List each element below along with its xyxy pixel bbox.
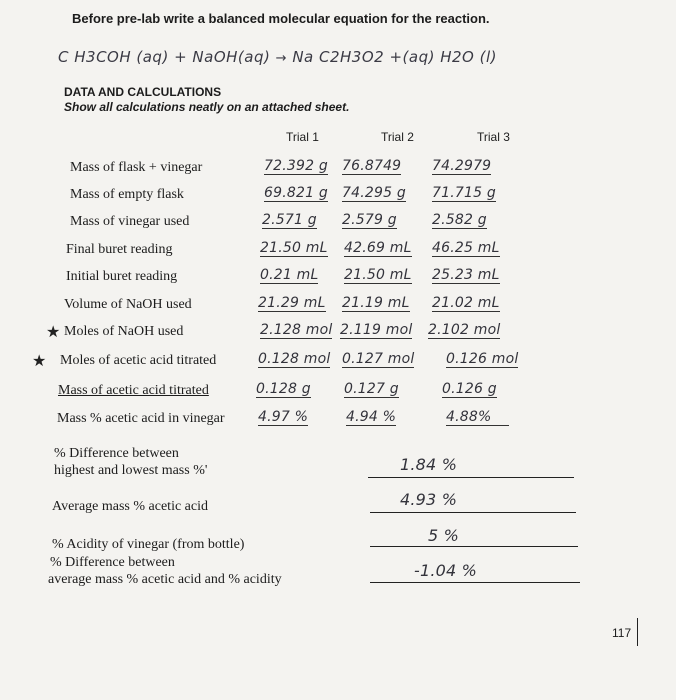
handwritten-equation [58, 48, 497, 66]
row-7-trial-2: 0.127 mol [342, 351, 415, 367]
row-label-vinegar-used: Mass of vinegar used [70, 214, 190, 229]
row-0-trial-2: 76.8749 [342, 158, 402, 174]
row-label-naoh-moles: Moles of NaOH used [64, 324, 184, 339]
prelab-instruction: Before pre-lab write a balanced molecular equation for the reaction. [72, 11, 490, 26]
summary-label-diff-avg-line2: average mass % acetic acid and % acidity [48, 572, 282, 587]
row-label-acid-mass: Mass of acetic acid titrated [58, 383, 209, 398]
row-6-trial-2: 2.119 mol [340, 322, 413, 338]
row-8-trial-1: 0.128 g [256, 381, 311, 397]
row-7-trial-3: 0.126 mol [446, 351, 519, 367]
row-2-trial-2: 2.579 g [342, 212, 397, 228]
trial-1-header: Trial 1 [286, 130, 319, 144]
row-7-trial-1: 0.128 mol [258, 351, 331, 367]
diff-avg-answer-line [370, 582, 580, 583]
summary-label-diff-avg-line1: % Difference between [50, 555, 175, 570]
row-3-trial-3: 46.25 mL [432, 240, 500, 256]
row-6-trial-3: 2.102 mol [428, 322, 501, 338]
summary-value-average: 4.93 % [400, 490, 458, 509]
row-0-trial-1: 72.392 g [264, 158, 328, 174]
section-heading [64, 85, 349, 115]
row-5-trial-2: 21.19 mL [342, 295, 410, 311]
row-5-trial-3: 21.02 mL [432, 295, 500, 311]
summary-label-pct-diff-line1: % Difference between [54, 446, 179, 461]
page-edge-mark [637, 618, 638, 646]
row-2-trial-1: 2.571 g [262, 212, 317, 228]
section-subtitle: Show all calculations neatly on an attached sheet. [64, 100, 350, 114]
row-0-trial-3: 74.2979 [432, 158, 492, 174]
row-label-acid-moles: Moles of acetic acid titrated [60, 353, 217, 368]
row-3-trial-2: 42.69 mL [344, 240, 412, 256]
row-label-empty-flask: Mass of empty flask [70, 187, 184, 202]
acidity-answer-line [370, 546, 578, 547]
row-label-naoh-volume: Volume of NaOH used [64, 297, 192, 312]
trial-2-header: Trial 2 [381, 130, 414, 144]
row-8-trial-2: 0.127 g [344, 381, 399, 397]
row-label-final-buret: Final buret reading [66, 242, 173, 257]
trial-3-header: Trial 3 [477, 130, 510, 144]
summary-value-diff-avg: -1.04 % [414, 561, 478, 580]
row-label-flask-vinegar: Mass of flask + vinegar [70, 160, 203, 175]
row-label-initial-buret: Initial buret reading [66, 269, 178, 284]
row-2-trial-3: 2.582 g [432, 212, 487, 228]
summary-label-acidity: % Acidity of vinegar (from bottle) [52, 537, 245, 552]
row-9-trial-1: 4.97 % [258, 409, 309, 425]
row-label-mass-percent: Mass % acetic acid in vinegar [57, 411, 225, 426]
summary-value-acidity: 5 % [428, 526, 460, 545]
star-marker-naoh-moles: ★ [46, 324, 61, 341]
row-3-trial-1: 21.50 mL [260, 240, 328, 256]
row-8-trial-3: 0.126 g [442, 381, 497, 397]
equation-reactants: C H3COH (aq) + NaOH(aq) [58, 48, 271, 66]
section-title: DATA AND CALCULATIONS [64, 85, 222, 99]
row-5-trial-1: 21.29 mL [258, 295, 326, 311]
row-1-trial-1: 69.821 g [264, 185, 328, 201]
row-9-trial-3: 4.88% [446, 409, 509, 426]
equation-products: Na C2H3O2 +(aq) H2O (l) [292, 48, 497, 66]
summary-label-pct-diff-line2: highest and lowest mass %' [54, 463, 208, 478]
row-6-trial-1: 2.128 mol [260, 322, 333, 338]
row-1-trial-3: 71.715 g [432, 185, 496, 201]
pct-diff-answer-line [368, 477, 574, 478]
row-4-trial-2: 21.50 mL [344, 267, 412, 283]
summary-label-average: Average mass % acetic acid [52, 499, 208, 514]
star-marker-acid-moles: ★ [32, 353, 47, 370]
average-answer-line [370, 512, 576, 513]
summary-value-pct-diff: 1.84 % [400, 455, 458, 474]
row-4-trial-1: 0.21 mL [260, 267, 319, 283]
row-4-trial-3: 25.23 mL [432, 267, 500, 283]
equation-arrow: → [275, 51, 288, 66]
row-1-trial-2: 74.295 g [342, 185, 406, 201]
row-9-trial-2: 4.94 % [346, 409, 397, 425]
page-number: 117 [612, 626, 632, 640]
